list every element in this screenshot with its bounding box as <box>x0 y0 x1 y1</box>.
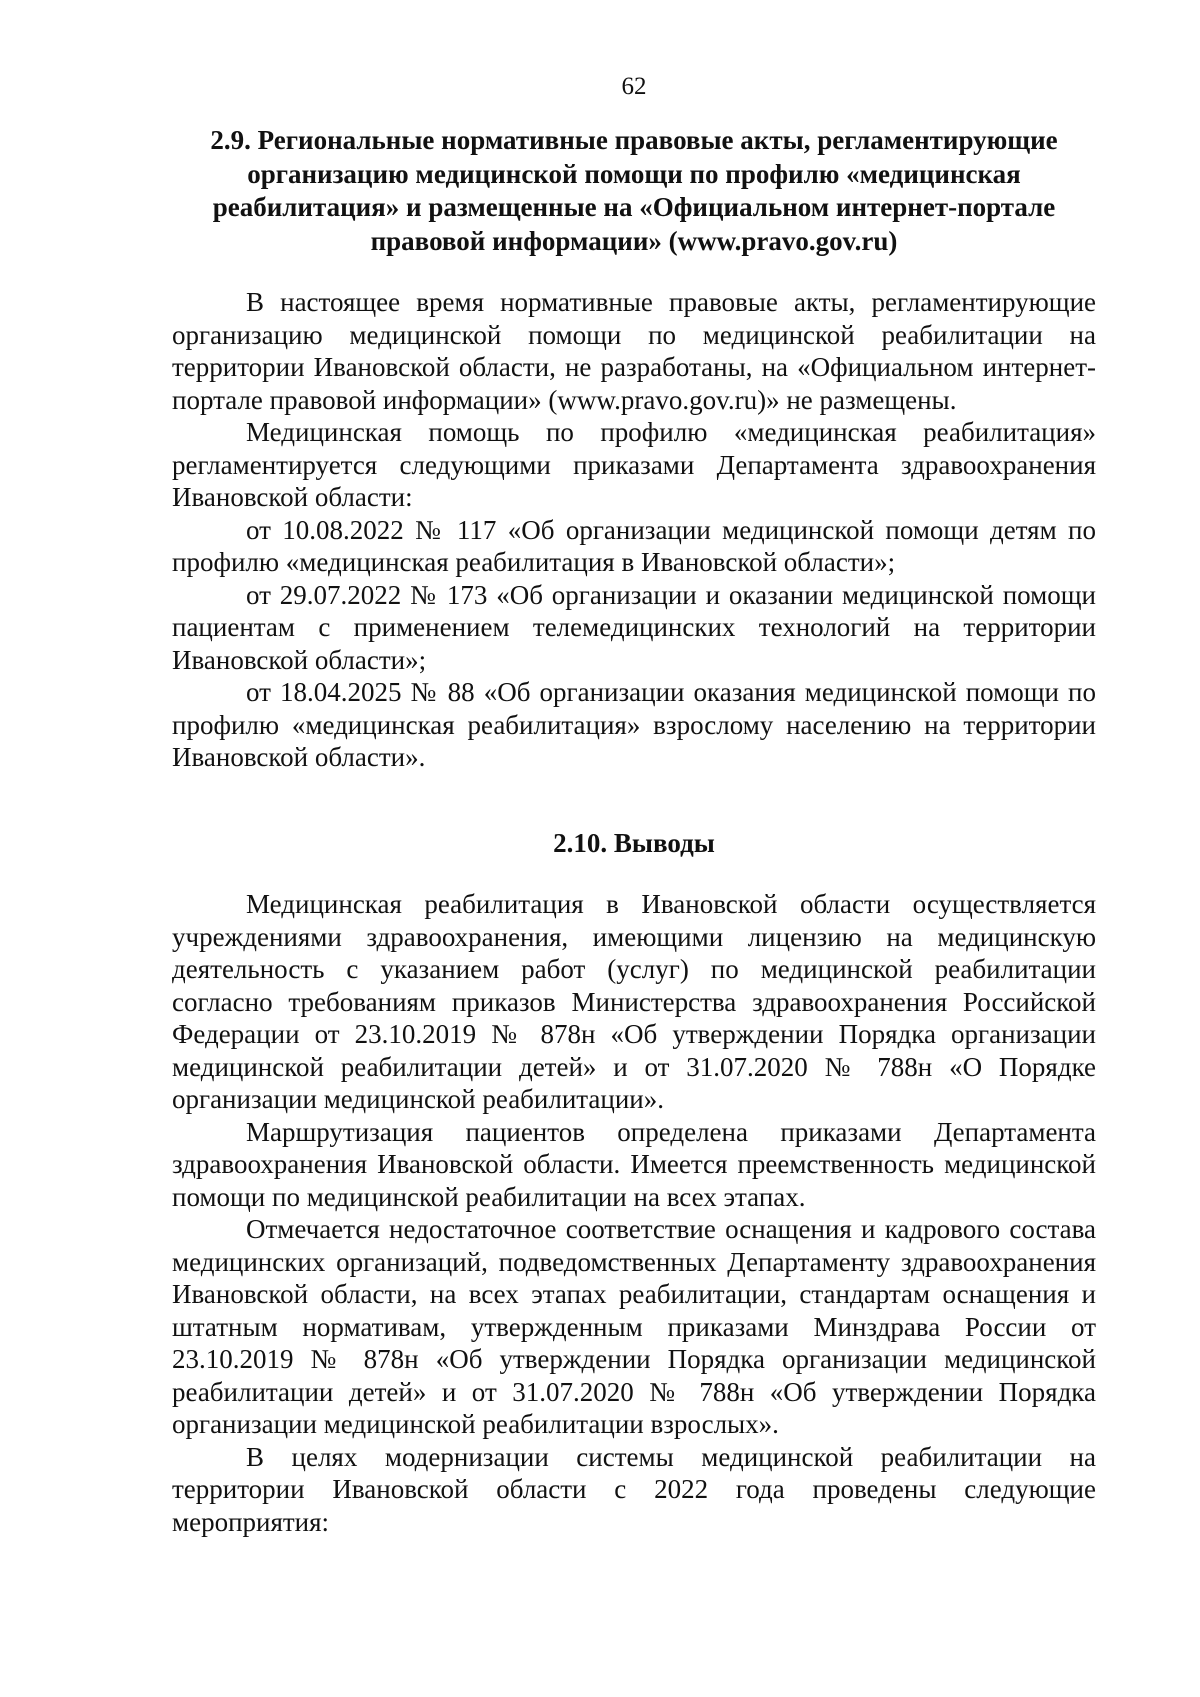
paragraph: Медицинская реабилитация в Ивановской области осуществляется учреждениями здравоохранения, имеющими лицензию на медицинскую деятельность с указанием работ (услуг) по медицинской реабилитации согласно требованиям приказов Министерства здравоохранения Российской Федерации от 23.10.2019 № 878н «Об утверждении Порядка организации медицинской реабилитации детей» и от 31.07.2020 № 788н «О Порядке организации медицинской реабилитации». <box>172 889 1096 1114</box>
paragraph: В целях модернизации системы медицинской реабилитации на территории Ивановской области с 2022 года проведены следующие мероприятия: <box>172 1441 1096 1537</box>
order-item: от 10.08.2022 № 117 «Об организации медицинской помощи детям по профилю «медицинская реабилитация в Ивановской области»; <box>172 514 1096 577</box>
paragraph: Медицинская помощь по профилю «медицинская реабилитация» регламентируется следующими приказами Департамента здравоохранения Ивановской области: <box>172 417 1096 512</box>
paragraph: Маршрутизация пациентов определена приказами Департамента здравоохранения Ивановской области. Имеется преемственность медицинской помощи по медицинской реабилитации на всех этапах. <box>172 1116 1096 1212</box>
document-content <box>172 124 1096 1538</box>
paragraph: В настоящее время нормативные правовые акты, регламентирующие организацию медицинской помощи по медицинской реабилитации на территории Ивановской области, не разработаны, на «Официальном интернет-портале правовой информации» (www.pravo.gov.ru)» не размещены. <box>172 287 1096 415</box>
section-heading-2-9: 2.9. Региональные нормативные правовые акты, регламентирующие организацию медицинской помощи по профилю «медицинская реабилитация» и размещенные на «Официальном интернет-портале правовой информации» (www.pravo.gov.ru) <box>210 125 1058 256</box>
section-2-9-body <box>172 286 1096 774</box>
section-heading-2-10: 2.10. Выводы <box>553 827 715 858</box>
order-item: от 18.04.2025 № 88 «Об организации оказания медицинской помощи по профилю «медицинская реабилитация» взрослому населению на территории Ивановской области». <box>172 677 1096 772</box>
section-2-10-body <box>172 888 1096 1538</box>
paragraph: Отмечается недостаточное соответствие оснащения и кадрового состава медицинских организаций, подведомственных Департаменту здравоохранения Ивановской области, на всех этапах реабилитации, стандартам оснащения и штатным нормативам, утвержденным приказами Минздрава России от 23.10.2019 № 878н «Об утверждении Порядка организации медицинской реабилитации детей» и от 31.07.2020 № 788н «Об утверждении Порядка организации медицинской реабилитации взрослых». <box>172 1214 1096 1439</box>
order-item: от 29.07.2022 № 173 «Об организации и оказании медицинской помощи пациентам с применением телемедицинских технологий на территории Ивановской области»; <box>172 579 1096 675</box>
page-number: 62 <box>621 73 647 100</box>
